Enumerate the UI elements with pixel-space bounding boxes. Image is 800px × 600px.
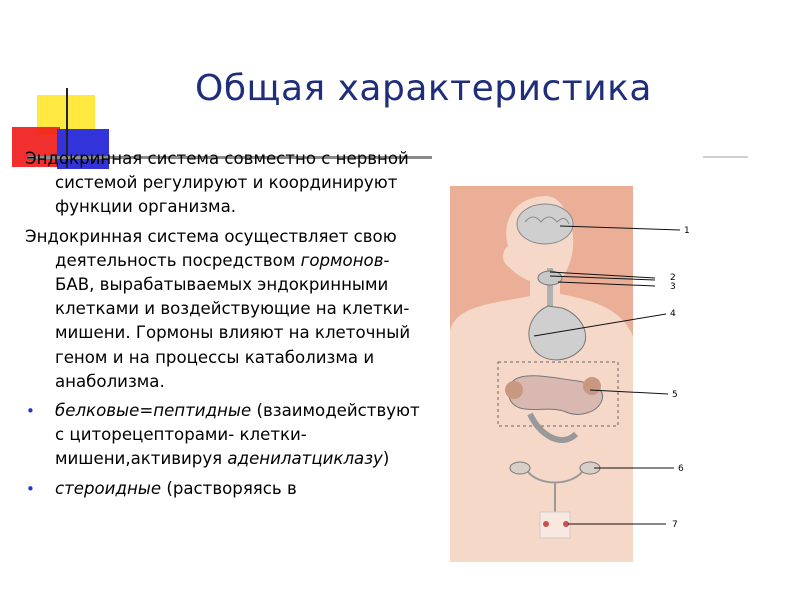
adrenal-left — [505, 381, 523, 399]
steroid-term: стероидные — [55, 478, 162, 498]
endocrine-diagram — [450, 186, 690, 562]
bullet-peptide — [25, 399, 425, 472]
label-2: 2 — [670, 273, 676, 283]
paragraph-1: Эндокринная система совместно с нервной системой регулируют и координируют функции организма. — [25, 149, 409, 217]
ovary-left — [510, 462, 530, 474]
hormones-term: гормонов — [300, 250, 384, 270]
title-divider-right — [703, 156, 748, 158]
paragraph-2-end: -БАВ, вырабатываемых эндокринными клетками и воздействующие на клетки-мишени. Гормоны влияют на клеточный геном и на процессы катаболизма и анаболизма. — [55, 250, 411, 391]
adrenal-right — [583, 377, 601, 395]
steroid-text: (растворяясь в — [161, 478, 297, 498]
paragraph-2-start: Эндокринная система осуществляет свою деятельность посредством — [25, 226, 397, 270]
label-1: 1 — [684, 226, 690, 236]
bullet-steroid — [25, 477, 425, 501]
paragraph-2 — [25, 225, 425, 394]
peptide-term: белковые=пептидные — [55, 401, 252, 421]
label-3: 3 — [670, 282, 676, 292]
brain — [517, 204, 573, 244]
leader-3 — [558, 282, 655, 286]
label-6: 6 — [678, 464, 684, 474]
bullet-icon: • — [26, 479, 35, 498]
peptide-text: (взаимодействуют с циторецепторами- клетки-мишени,активируя — [55, 401, 420, 469]
adenylate-term: аденилатциклазу — [227, 449, 383, 469]
label-4: 4 — [670, 309, 676, 319]
label-5: 5 — [672, 390, 678, 400]
bullet-icon: • — [26, 402, 35, 421]
leader-1 — [560, 226, 680, 230]
peptide-close: ) — [382, 449, 390, 469]
thyroid — [538, 271, 562, 285]
endocrine-illustration — [450, 186, 700, 562]
slide-title: Общая характеристика — [195, 68, 652, 109]
label-7: 7 — [672, 520, 678, 530]
slide-body — [25, 147, 425, 506]
testis-left — [543, 521, 549, 527]
